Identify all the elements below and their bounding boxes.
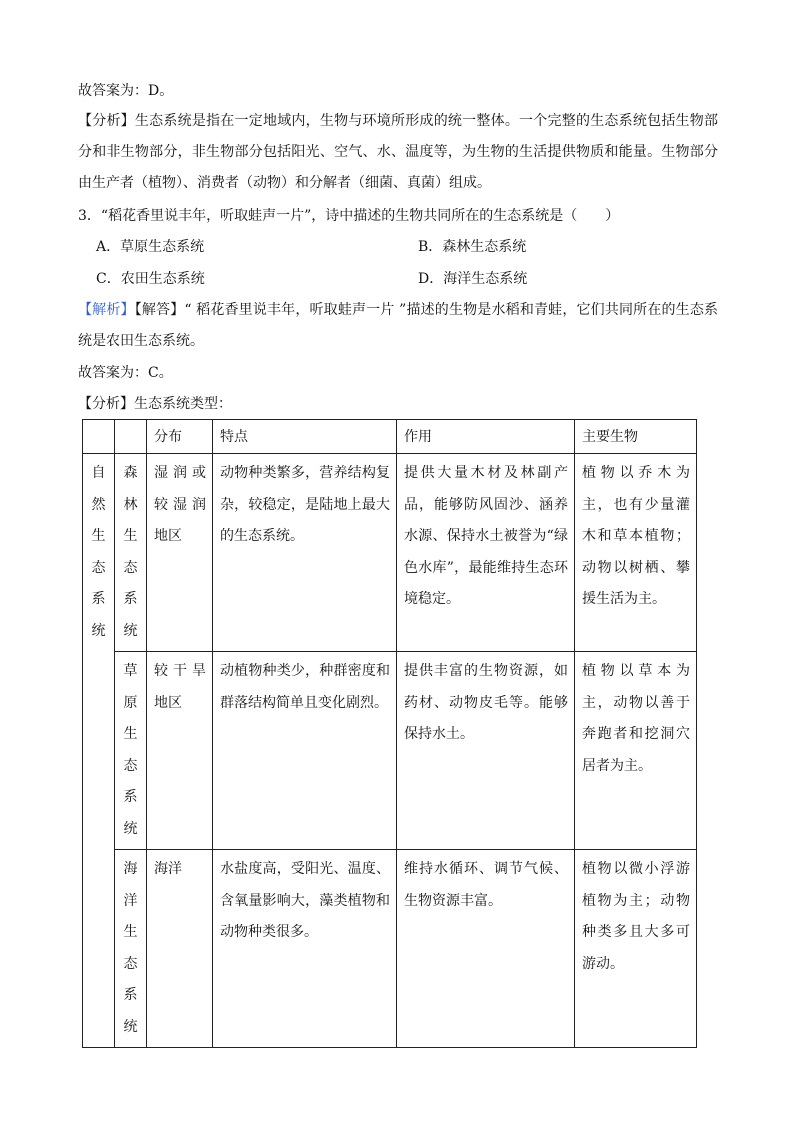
organisms-cell: 植物以草本为主，动物以善于奔跑者和挖洞穴居者为主。 [575, 652, 697, 850]
header-distribution: 分布 [147, 420, 213, 454]
analysis-heading-tag: 【分析】 [78, 396, 134, 412]
solution-paragraph [78, 295, 718, 357]
analysis-text: 生态系统是指在一定地域内，生物与环境所形成的统一整体。一个完整的生态系统包括生物部分和非生物部分，非生物部分包括阳光、空气、水、温度等，为生物的生活提供物质和能量。生物部分由生产者（植物）、消费者（动物）和分解者（细菌、真菌）组成。 [78, 113, 719, 191]
features-cell: 动物种类繁多，营养结构复杂，较稳定，是陆地上最大的生态系统。 [213, 454, 397, 652]
header-organisms: 主要生物 [575, 420, 697, 454]
table-row [83, 652, 697, 850]
table-header-row [83, 420, 697, 454]
analysis-tag: 【分析】 [78, 113, 135, 129]
ecosystem-type-cell [115, 850, 147, 1048]
header-cell-blank-1 [83, 420, 115, 454]
group-label-cell [83, 454, 115, 1048]
option-d: D．海洋生态系统 [418, 271, 528, 287]
option-b: B．森林生态系统 [418, 239, 527, 255]
group-label: 自 然 生 态 系 统 [91, 465, 106, 639]
header-features: 特点 [213, 420, 397, 454]
features-cell: 动植物种类少，种群密度和群落结构简单且变化剧烈。 [213, 652, 397, 850]
ecosystem-type: 草 原 生 态 系 统 [123, 663, 138, 837]
analysis-heading [78, 393, 718, 415]
previous-answer: 故答案为：D。 [78, 83, 174, 99]
ecosystem-type-cell [115, 454, 147, 652]
solution-text: “ 稻花香里说丰年，听取蛙声一片 ”描述的生物是水稻和青蛙，它们共同所在的生态系统是农田生态系统。 [78, 302, 719, 349]
question-stem [78, 205, 718, 227]
analysis-heading-text: 生态系统类型： [134, 396, 232, 412]
answer-tag: 【解答】 [134, 302, 185, 318]
solution-tag: 【解析】 [78, 302, 135, 318]
organisms-cell: 植物以微小浮游植物为主；动物种类多且大多可游动。 [575, 850, 697, 1048]
question-text: “稻花香里说丰年，听取蛙声一片”，诗中描述的生物共同所在的生态系统是（ ） [100, 208, 620, 224]
table-row [83, 850, 697, 1048]
option-c: C．农田生态系统 [96, 271, 205, 287]
option-a: A．草原生态系统 [96, 239, 205, 255]
ecosystem-type: 森 林 生 态 系 统 [123, 465, 138, 639]
organisms-cell: 植物以乔木为主，也有少量灌木和草本植物；动物以树栖、攀援生活为主。 [575, 454, 697, 652]
role-cell: 提供大量木材及林副产品，能够防风固沙、涵养水源、保持水土被誉为“绿色水库”，最能维持生态环境稳定。 [397, 454, 575, 652]
ecosystem-type-cell [115, 652, 147, 850]
distribution-cell: 海洋 [147, 850, 213, 1048]
features-cell: 水盐度高，受阳光、温度、含氧量影响大，藻类植物和动物种类很多。 [213, 850, 397, 1048]
role-cell: 维持水循环、调节气候、生物资源丰富。 [397, 850, 575, 1048]
previous-analysis [78, 106, 718, 199]
ecosystem-table [82, 419, 697, 1048]
role-cell: 提供丰富的生物资源，如药材、动物皮毛等。能够保持水土。 [397, 652, 575, 850]
final-answer: 故答案为：C。 [78, 365, 173, 381]
header-role: 作用 [397, 420, 575, 454]
header-cell-blank-2 [115, 420, 147, 454]
question-number: 3． [78, 208, 101, 224]
distribution-cell: 湿润或较湿润地区 [147, 454, 213, 652]
distribution-cell: 较干旱地区 [147, 652, 213, 850]
table-row [83, 454, 697, 652]
ecosystem-type: 海 洋 生 态 系 统 [123, 861, 138, 1035]
